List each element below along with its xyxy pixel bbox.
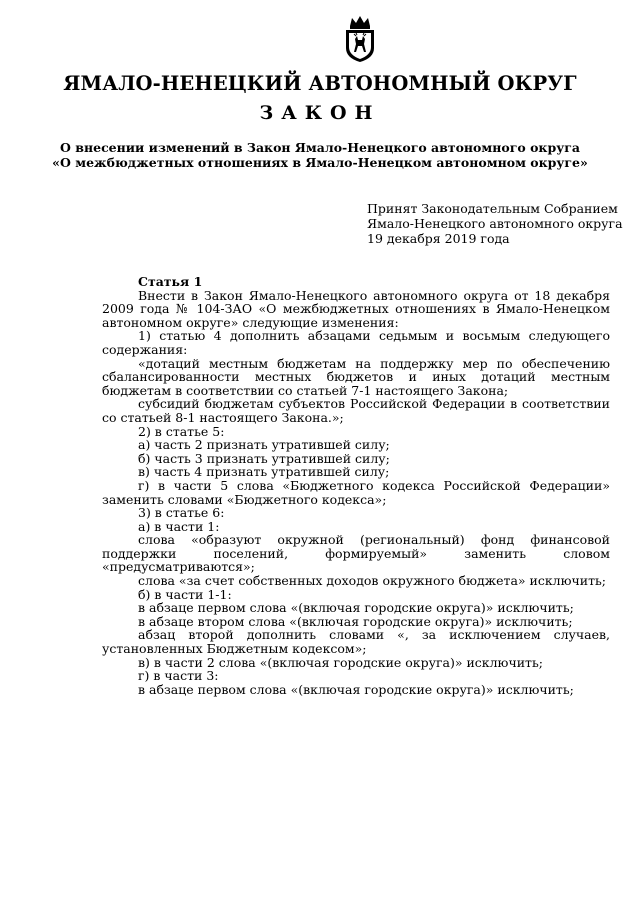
article-paragraph: Внести в Закон Ямало-Ненецкого автономного округа от 18 декабря 2009 года № 104-ЗАО «О межбюджетных отношениях в Ямало-Ненецком автономном округе» следующие изменения: xyxy=(102,287,610,330)
coat-of-arms-icon xyxy=(342,14,378,64)
article-paragraph: в абзаце первом слова «(включая городские округа)» исключить; xyxy=(138,600,574,616)
article-body xyxy=(102,275,610,696)
adoption-line-1: Принят Законодательным Собранием xyxy=(367,201,618,216)
article-paragraph: слова «образуют окружной (региональный) фонд финансовой поддержки поселений, формируемый» заменить словом «предусматриваются»; xyxy=(102,532,610,575)
article-paragraph: субсидий бюджетам субъектов Российской Федерации в соответствии со статьей 8-1 настоящего Закона.»; xyxy=(102,396,610,425)
article-paragraph: а) в части 1: xyxy=(138,518,220,534)
article-paragraph: в абзаце втором слова «(включая городские округа)» исключить; xyxy=(138,613,573,629)
article-paragraph: в) в части 2 слова «(включая городские округа)» исключить; xyxy=(138,654,543,670)
article-heading: Статья 1 xyxy=(138,274,203,289)
article-paragraph: г) в части 3: xyxy=(138,668,219,684)
law-subtitle-line-2: «О межбюджетных отношениях в Ямало-Ненецком автономном округе» xyxy=(52,155,588,170)
article-paragraph: 2) в статье 5: xyxy=(138,423,225,439)
article-paragraph: 1) статью 4 дополнить абзацами седьмым и восьмым следующего содержания: xyxy=(102,328,610,357)
adoption-line-2: Ямало-Ненецкого автономного округа xyxy=(367,216,623,231)
article-paragraph: г) в части 5 слова «Бюджетного кодекса Российской Федерации» заменить словами «Бюджетного кодекса»; xyxy=(102,477,610,507)
article-paragraph: в абзаце первом слова «(включая городские округа)» исключить; xyxy=(138,681,574,697)
article-paragraph: «дотаций местным бюджетам на поддержку мер по обеспечению сбалансированности местных бюджетов и иных дотаций местным бюджетам в соответствии со статьей 7-1 настоящего Закона; xyxy=(102,355,610,398)
document-type: ЗАКОН xyxy=(259,102,381,124)
article-paragraph: а) часть 2 признать утратившей силу; xyxy=(138,437,390,453)
article-paragraph: б) в части 1-1: xyxy=(138,586,232,602)
article-paragraph: в) часть 4 признать утратившей силу; xyxy=(138,464,390,480)
adoption-date: 19 декабря 2019 года xyxy=(367,231,510,246)
article-paragraph: абзац второй дополнить словами «, за исключением случаев, установленных Бюджетным кодексом»; xyxy=(102,627,610,657)
region-title: ЯМАЛО-НЕНЕЦКИЙ АВТОНОМНЫЙ ОКРУГ xyxy=(63,72,577,95)
article-paragraph: слова «за счет собственных доходов окружного бюджета» исключить; xyxy=(138,573,607,589)
law-subtitle-line-1: О внесении изменений в Закон Ямало-Ненецкого автономного округа xyxy=(60,140,580,155)
article-paragraph: 3) в статье 6: xyxy=(138,505,225,521)
article-paragraph: б) часть 3 признать утратившей силу; xyxy=(138,450,390,466)
